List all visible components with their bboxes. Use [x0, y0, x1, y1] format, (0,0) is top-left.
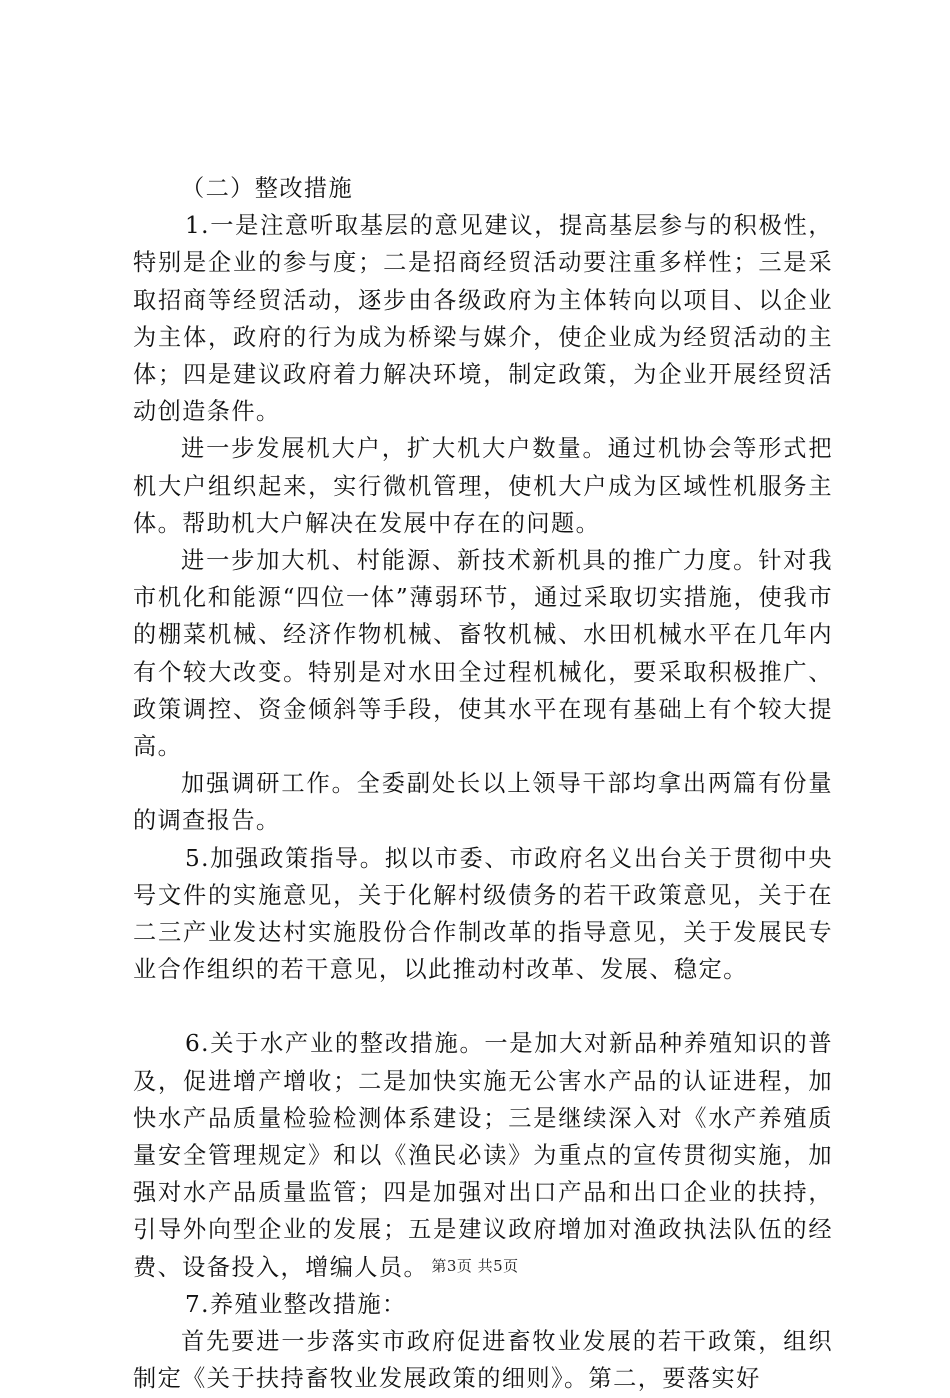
section-heading: （二）整改措施 [181, 175, 354, 202]
paragraph-6: 6.关于水产业的整改措施。一是加大对新品种养殖知识的普及，促进增产增收；二是加快实施无公害水产品的认证进程，加快水产品质量检验检测体系建设；三是继续深入对《水产养殖质量安全管理规定》和以《渔民必读》为重点的宣传贯彻实施，加强对水产品质量监管；四是加强对出口产品和出口企业的扶持，引导外向型企业的发展；五是建议政府增加对渔政执法队伍的经费、设备投入，增编人员。 [133, 1030, 833, 1281]
paragraph-4: 加强调研工作。全委副处长以上领导干部均拿出两篇有份量的调查报告。 [133, 770, 833, 835]
document-body [133, 170, 833, 1398]
paragraph-1: 1.一是注意听取基层的意见建议，提高基层参与的积极性，特别是企业的参与度；二是招商经贸活动要注重多样性；三是采取招商等经贸活动，逐步由各级政府为主体转向以项目、以企业为主体，政府的行为成为桥梁与媒介，使企业成为经贸活动的主体；四是建议政府着力解决环境，制定政策，为企业开展经贸活动创造条件。 [133, 212, 833, 426]
blank-line [133, 988, 833, 1025]
paragraph-3: 进一步加大机、村能源、新技术新机具的推广力度。针对我市机化和能源“四位一体”薄弱环节，通过采取切实措施，使我市的棚菜机械、经济作物机械、畜牧机械、水田机械水平在几年内有个较大改变。特别是对水田全过程机械化，要采取积极推广、政策调控、资金倾斜等手段，使其水平在现有基础上有个较大提高。 [133, 547, 833, 761]
paragraph-8: 首先要进一步落实市政府促进畜牧业发展的若干政策，组织制定《关于扶持畜牧业发展政策的细则》。第二，要落实好 [133, 1328, 833, 1393]
paragraph-5: 5.加强政策指导。拟以市委、市政府名义出台关于贯彻中央号文件的实施意见，关于化解村级债务的若干政策意见，关于在二三产业发达村实施股份合作制改革的指导意见，关于发展民专业合作组织的若干意见，以此推动村改革、发展、稳定。 [133, 844, 833, 984]
paragraph-2: 进一步发展机大户，扩大机大户数量。通过机协会等形式把机大户组织起来，实行微机管理，使机大户成为区域性机服务主体。帮助机大户解决在发展中存在的问题。 [133, 435, 833, 537]
page-footer: 第3页 共5页 [431, 1257, 519, 1275]
paragraph-7: 7.养殖业整改措施： [185, 1290, 407, 1318]
